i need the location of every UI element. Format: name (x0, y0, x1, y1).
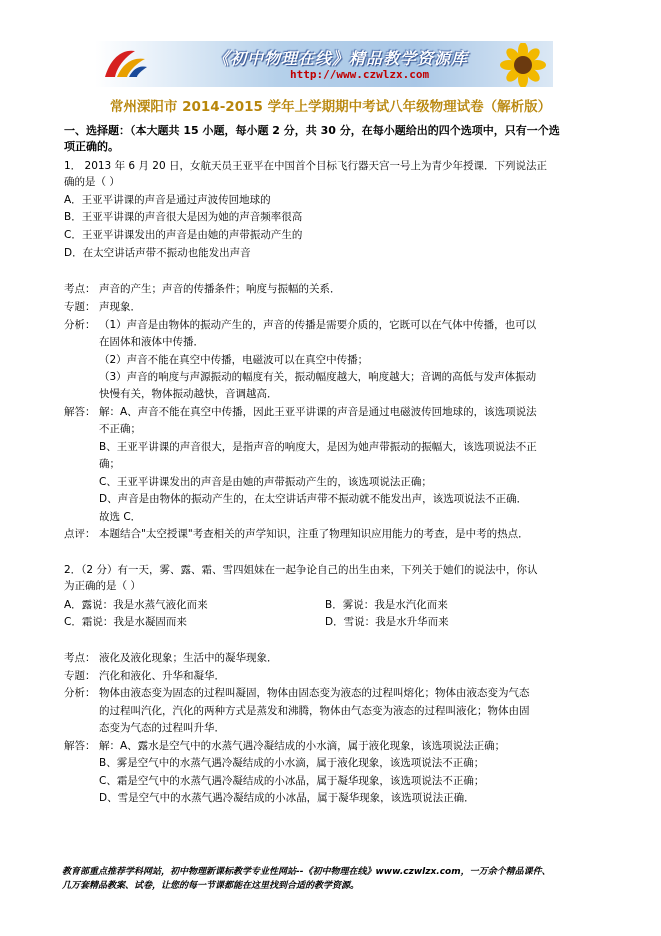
section-heading-line2: 项正确的。 (64, 140, 119, 153)
q1-jieda-line: 解：A、声音不能在真空中传播，因此王亚平讲课的声音是通过电磁波传回地球的，该选项说法 (99, 406, 537, 418)
q2-fenxi-line: 的过程叫汽化，汽化的两种方式是蒸发和沸腾，物体由气态变为液态的过程叫液化；物体由固 (99, 705, 530, 717)
q2-fenxi-line: 物体由液态变为固态的过程叫凝固，物体由固态变为液态的过程叫熔化；物体由液态变为气态 (99, 687, 530, 699)
q1-dianping: 本题结合"太空授课"考查相关的声学知识，注重了物理知识应用能力的考查，是中考的热点． (99, 528, 529, 540)
q2-fenxi-label: 分析： (64, 687, 96, 699)
sunflower-icon (493, 43, 549, 87)
header-banner (95, 41, 553, 87)
q1-jieda-line: 不正确； (99, 423, 141, 435)
q1-kaodian: 声音的产生；声音的传播条件；响度与振幅的关系． (99, 283, 341, 295)
q1-dianping-label: 点评： (64, 528, 96, 540)
q2-jieda-label: 解答： (64, 740, 96, 752)
q1-fenxi-line: （3）声音的响度与声源振动的幅度有关，振动幅度越大，响度越大；音调的高低与发声体振动 (99, 371, 537, 383)
q1-option-d: D．在太空讲话声带不振动也能发出声音 (64, 247, 251, 259)
q2-option-c: C．霜说：我是水凝固而来 (64, 616, 187, 628)
q1-zhuanti: 声现象． (99, 301, 141, 313)
q1-option-b: B．王亚平讲课的声音很大是因为她的声音频率很高 (64, 211, 303, 223)
site-logo-icon (101, 47, 149, 81)
q1-stem-line2: 确的是（ ） (64, 176, 120, 188)
q2-stem-line1: 2．（2 分）有一天，雾、露、霜、雪四姐妹在一起争论自己的出生由来，下列关于她们的说法中，你认 (64, 564, 538, 576)
q1-kaodian-label: 考点： (64, 283, 96, 295)
q2-zhuanti-label: 专题： (64, 670, 96, 682)
q2-jieda-line: D、雪是空气中的水蒸气遇冷凝结成的小冰晶，属于凝华现象，该选项说法正确． (99, 792, 475, 804)
q2-option-b: B．雾说：我是水汽化而来 (325, 599, 448, 611)
q2-kaodian-label: 考点： (64, 652, 96, 664)
banner-url[interactable]: http://www.czwlzx.com (290, 68, 430, 81)
page-title: 常州溧阳市 2014-2015 学年上学期期中考试八年级物理试卷（解析版） (109, 99, 552, 115)
q1-jieda-line: 确； (99, 458, 120, 470)
q2-jieda-line: 解：A、露水是空气中的水蒸气遇冷凝结成的小水滴，属于液化现象，该选项说法正确； (99, 740, 506, 752)
q1-option-c: C．王亚平讲课发出的声音是由她的声带振动产生的 (64, 229, 303, 241)
q1-fenxi-line: （2）声音不能在真空中传播，电磁波可以在真空中传播； (99, 354, 369, 366)
footer-line2: 几万套精品教案、试卷，让您的每一节课都能在这里找到合适的教学资源。 (62, 881, 360, 891)
q1-jieda-line: B、王亚平讲课的声音很大，是指声音的响度大，是因为她声带振动的振幅大，该选项说法不正 (99, 441, 537, 453)
section-heading-line1: 一、选择题：（本大题共 15 小题，每小题 2 分，共 30 分，在每小题给出的四个选项中，只有一个选 (64, 124, 560, 137)
q2-kaodian: 液化及液化现象；生活中的凝华现象． (99, 652, 278, 664)
q2-option-a: A．露说：我是水蒸气液化而来 (64, 599, 208, 611)
q1-zhuanti-label: 专题： (64, 301, 96, 313)
q1-stem-line1: 1． 2013 年 6 月 20 日，女航天员王亚平在中国首个目标飞行器天宫一号上为青少年授课．下列说法正 (64, 160, 547, 172)
q1-fenxi-line: （1）声音是由物体的振动产生的，声音的传播是需要介质的，它既可以在气体中传播，也可以 (99, 319, 537, 331)
q2-stem-line2: 为正确的是（ ） (64, 580, 141, 592)
footer-line1: 教育部重点推荐学科网站，初中物理新课标教学专业性网站--《初中物理在线》www.czwlzx.com，一万余个精品课件、 (62, 867, 551, 877)
q1-fenxi-label: 分析： (64, 319, 96, 331)
q1-jieda-label: 解答： (64, 406, 96, 418)
q1-option-a: A．王亚平讲课的声音是通过声波传回地球的 (64, 194, 271, 206)
q1-fenxi-line: 快慢有关，物体振动越快，音调越高． (99, 388, 278, 400)
banner-title: 《初中物理在线》精品教学资源库 (213, 49, 469, 68)
q1-jieda-line: D、声音是由物体的振动产生的，在太空讲话声带不振动就不能发出声，该选项说法不正确． (99, 493, 528, 505)
q1-jieda-line: 故选 C． (99, 511, 142, 523)
q1-jieda-line: C、王亚平讲课发出的声音是由她的声带振动产生的，该选项说法正确； (99, 476, 432, 488)
q2-jieda-line: B、雾是空气中的水蒸气遇冷凝结成的小水滴，属于液化现象，该选项说法不正确； (99, 757, 485, 769)
q2-jieda-line: C、霜是空气中的水蒸气遇冷凝结成的小冰晶，属于凝华现象，该选项说法不正确； (99, 775, 485, 787)
q2-fenxi-line: 态变为气态的过程叫升华． (99, 722, 225, 734)
q1-fenxi-line: 在固体和液体中传播． (99, 336, 204, 348)
q2-option-d: D．雪说：我是水升华而来 (325, 616, 449, 628)
q2-zhuanti: 汽化和液化、升华和凝华． (99, 670, 225, 682)
